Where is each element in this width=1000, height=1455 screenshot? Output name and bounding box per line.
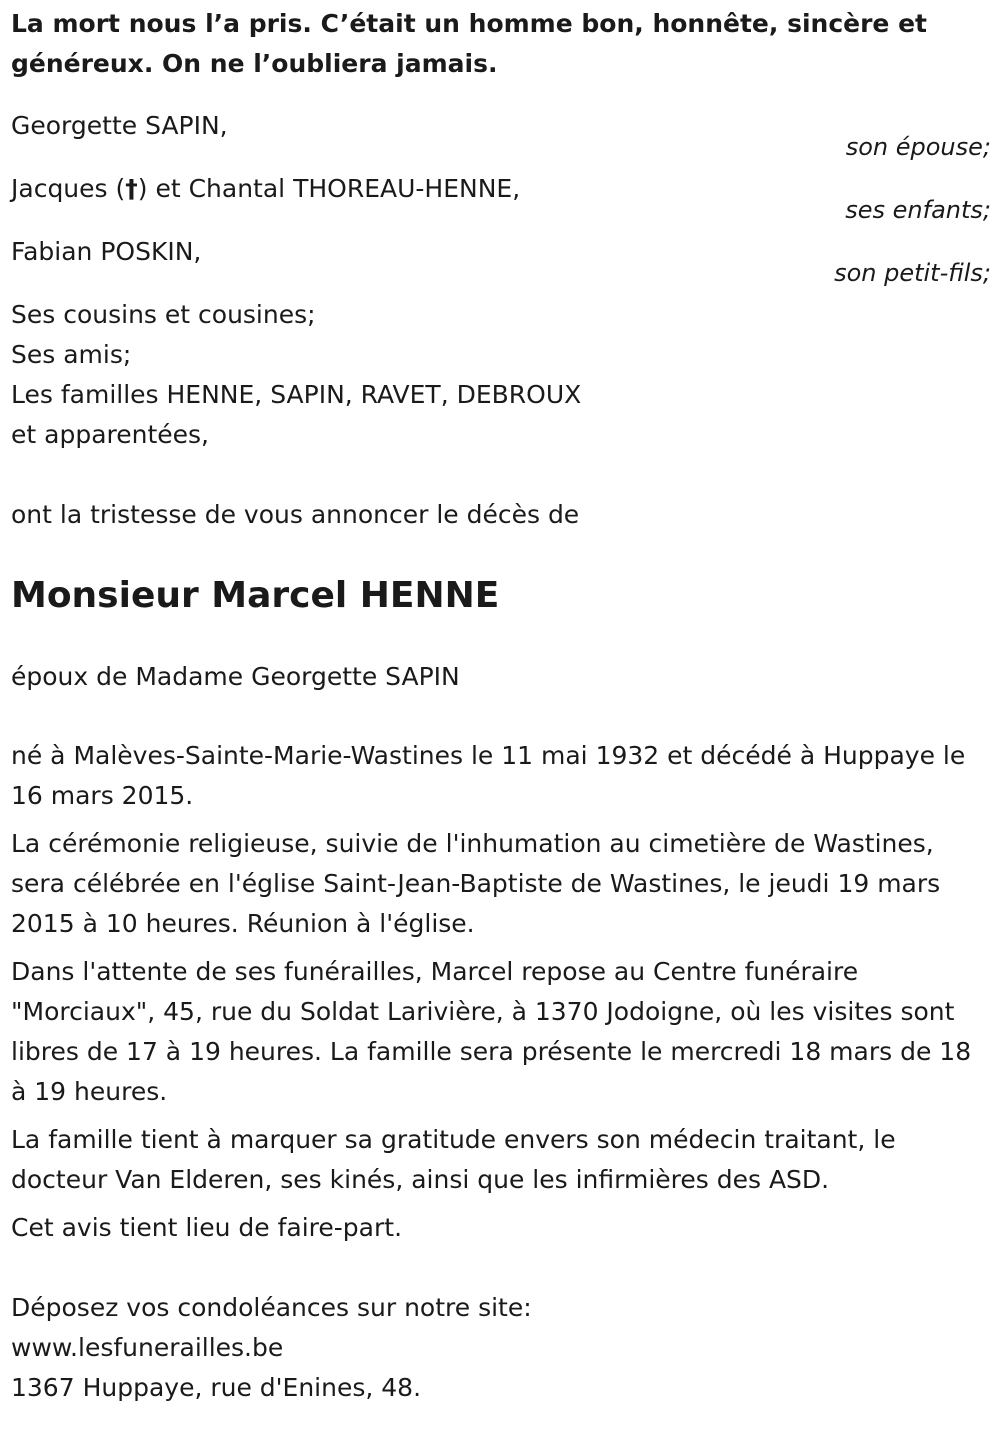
family-row-grandson bbox=[11, 232, 991, 295]
paragraph-ceremony: La cérémonie religieuse, suivie de l'inhumation au cimetière de Wastines, sera célébrée en l'église Saint-Jean-Baptiste de Wastines, le jeudi 19 mars 2015 à 10 heures. Réunion à l'église. bbox=[11, 829, 941, 938]
spouse-of: époux de Madame Georgette SAPIN bbox=[11, 662, 460, 691]
family-row-children bbox=[11, 169, 991, 232]
other-relatives bbox=[11, 295, 991, 455]
obituary-notice bbox=[11, 4, 991, 1408]
family-role: son épouse; bbox=[845, 133, 991, 161]
paragraph-gratitude: La famille tient à marquer sa gratitude envers son médecin traitant, le docteur Van Elderen, ses kinés, ainsi que les infirmières des ASD. bbox=[11, 1125, 896, 1194]
family-name: Fabian POSKIN, bbox=[11, 237, 202, 266]
paragraph-birth-death: né à Malèves-Sainte-Marie-Wastines le 11 mai 1932 et décédé à Huppaye le 16 mars 2015. bbox=[11, 741, 966, 810]
details bbox=[11, 736, 991, 1248]
website-link[interactable]: www.lesfunerailles.be bbox=[11, 1333, 284, 1362]
condolences-text: Déposez vos condoléances sur notre site: bbox=[11, 1293, 532, 1322]
relatives-line: Les familles HENNE, SAPIN, RAVET, DEBROUX bbox=[11, 380, 582, 409]
paragraph-visits: Dans l'attente de ses funérailles, Marcel repose au Centre funéraire "Morciaux", 45, rue du Soldat Larivière, à 1370 Jodoigne, où les visites sont libres de 17 à 19 heures. La famille sera présente le mercredi 18 mars de 18 à 19 heures. bbox=[11, 957, 972, 1106]
family-role: son petit-fils; bbox=[834, 259, 991, 287]
family-name-part: ) et Chantal THOREAU-HENNE, bbox=[137, 174, 521, 203]
cross-icon: † bbox=[125, 174, 138, 203]
relatives-line: et apparentées, bbox=[11, 420, 209, 449]
condolences-block bbox=[11, 1288, 991, 1408]
relatives-line: Ses cousins et cousines; bbox=[11, 300, 316, 329]
announcement: ont la tristesse de vous annoncer le décès de bbox=[11, 500, 580, 529]
relatives-line: Ses amis; bbox=[11, 340, 132, 369]
address: 1367 Huppaye, rue d'Enines, 48. bbox=[11, 1373, 422, 1402]
deceased-name: Monsieur Marcel HENNE bbox=[11, 575, 500, 616]
family-list bbox=[11, 106, 991, 295]
family-row-spouse bbox=[11, 106, 991, 169]
intro-text: La mort nous l’a pris. C’était un homme bon, honnête, sincère et généreux. On ne l’oubliera jamais. bbox=[11, 9, 927, 78]
family-name bbox=[11, 169, 520, 209]
family-name-part: Jacques ( bbox=[11, 174, 126, 203]
family-role: ses enfants; bbox=[845, 196, 991, 224]
paragraph-notice: Cet avis tient lieu de faire-part. bbox=[11, 1213, 403, 1242]
family-name: Georgette SAPIN, bbox=[11, 111, 228, 140]
